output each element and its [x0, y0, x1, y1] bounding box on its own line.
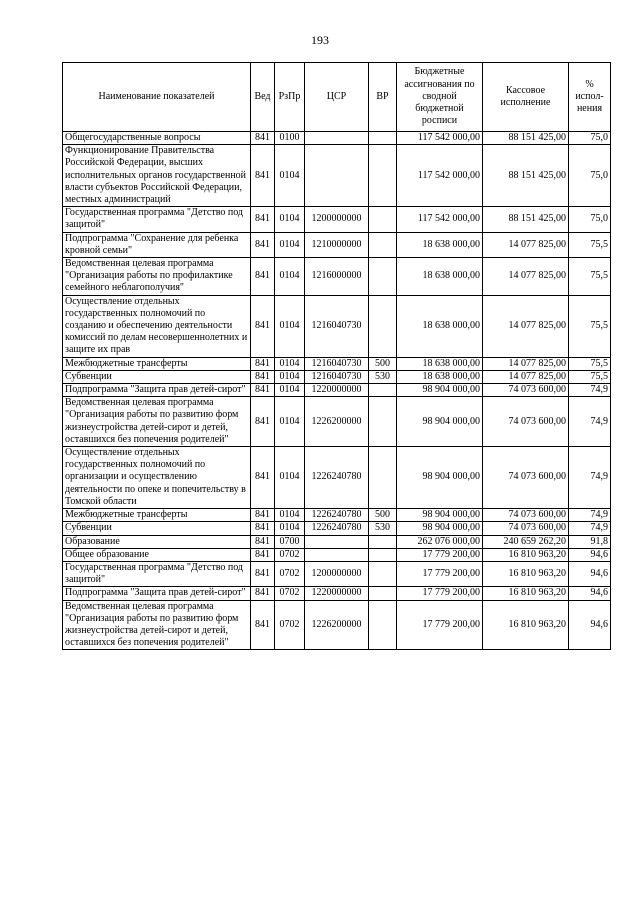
ved-cell: 841	[251, 447, 275, 509]
table-row	[63, 561, 611, 586]
vr-cell	[369, 258, 397, 296]
name-cell: Подпрограмма "Защита прав детей-сирот"	[63, 587, 251, 600]
cash-execution-cell: 88 151 425,00	[483, 145, 569, 207]
ved-cell: 841	[251, 509, 275, 522]
name-cell: Подпрограмма "Защита прав детей-сирот"	[63, 384, 251, 397]
table-row	[63, 447, 611, 509]
csr-cell: 1200000000	[305, 207, 369, 232]
header-allocation: Бюджетные ассигнования по сводной бюджетной росписи	[397, 63, 483, 132]
header-csr: ЦСР	[305, 63, 369, 132]
ved-cell: 841	[251, 295, 275, 357]
table-row	[63, 132, 611, 145]
cash-execution-cell: 16 810 963,20	[483, 600, 569, 650]
csr-cell: 1226240780	[305, 447, 369, 509]
percent-cell: 94,6	[569, 587, 611, 600]
header-ved: Вед	[251, 63, 275, 132]
csr-cell: 1210000000	[305, 232, 369, 257]
allocation-cell: 17 779 200,00	[397, 548, 483, 561]
name-cell: Субвенции	[63, 522, 251, 535]
vr-cell	[369, 561, 397, 586]
ved-cell: 841	[251, 384, 275, 397]
vr-cell	[369, 587, 397, 600]
vr-cell	[369, 132, 397, 145]
table-row	[63, 207, 611, 232]
percent-cell: 75,0	[569, 145, 611, 207]
ved-cell: 841	[251, 561, 275, 586]
vr-cell: 530	[369, 370, 397, 383]
percent-cell: 75,0	[569, 132, 611, 145]
percent-cell: 74,9	[569, 509, 611, 522]
allocation-cell: 98 904 000,00	[397, 447, 483, 509]
header-row	[63, 63, 611, 132]
budget-execution-table	[62, 62, 611, 650]
csr-cell: 1220000000	[305, 384, 369, 397]
ved-cell: 841	[251, 357, 275, 370]
allocation-cell: 18 638 000,00	[397, 258, 483, 296]
cash-execution-cell: 74 073 600,00	[483, 384, 569, 397]
vr-cell	[369, 548, 397, 561]
ved-cell: 841	[251, 587, 275, 600]
table-row	[63, 509, 611, 522]
name-cell: Общее образование	[63, 548, 251, 561]
allocation-cell: 117 542 000,00	[397, 145, 483, 207]
header-percent: % испол-нения	[569, 63, 611, 132]
csr-cell	[305, 535, 369, 548]
ved-cell: 841	[251, 535, 275, 548]
csr-cell: 1226200000	[305, 600, 369, 650]
ved-cell: 841	[251, 258, 275, 296]
cash-execution-cell: 74 073 600,00	[483, 509, 569, 522]
name-cell: Межбюджетные трансферты	[63, 357, 251, 370]
csr-cell	[305, 548, 369, 561]
allocation-cell: 98 904 000,00	[397, 384, 483, 397]
vr-cell	[369, 447, 397, 509]
table-row	[63, 370, 611, 383]
percent-cell: 75,5	[569, 370, 611, 383]
allocation-cell: 17 779 200,00	[397, 600, 483, 650]
cash-execution-cell: 14 077 825,00	[483, 295, 569, 357]
header-name: Наименование показателей	[63, 63, 251, 132]
name-cell: Осуществление отдельных государственных полномочий по организации и осуществлению деятельности по опеке и попечительству в Томской области	[63, 447, 251, 509]
vr-cell	[369, 295, 397, 357]
vr-cell: 530	[369, 522, 397, 535]
allocation-cell: 117 542 000,00	[397, 207, 483, 232]
rzpr-cell: 0104	[275, 522, 305, 535]
table-row	[63, 522, 611, 535]
csr-cell: 1200000000	[305, 561, 369, 586]
percent-cell: 94,6	[569, 548, 611, 561]
rzpr-cell: 0104	[275, 232, 305, 257]
table-row	[63, 295, 611, 357]
name-cell: Субвенции	[63, 370, 251, 383]
table-row	[63, 535, 611, 548]
name-cell: Межбюджетные трансферты	[63, 509, 251, 522]
vr-cell	[369, 232, 397, 257]
allocation-cell: 262 076 000,00	[397, 535, 483, 548]
allocation-cell: 18 638 000,00	[397, 357, 483, 370]
ved-cell: 841	[251, 145, 275, 207]
header-rzpr: РзПр	[275, 63, 305, 132]
header-cash-execution: Кассовое исполнение	[483, 63, 569, 132]
table-row	[63, 587, 611, 600]
cash-execution-cell: 240 659 262,20	[483, 535, 569, 548]
percent-cell: 75,5	[569, 295, 611, 357]
rzpr-cell: 0702	[275, 600, 305, 650]
table-row	[63, 258, 611, 296]
ved-cell: 841	[251, 370, 275, 383]
percent-cell: 75,5	[569, 258, 611, 296]
cash-execution-cell: 74 073 600,00	[483, 447, 569, 509]
rzpr-cell: 0104	[275, 509, 305, 522]
rzpr-cell: 0702	[275, 548, 305, 561]
allocation-cell: 98 904 000,00	[397, 397, 483, 447]
csr-cell: 1220000000	[305, 587, 369, 600]
cash-execution-cell: 16 810 963,20	[483, 587, 569, 600]
rzpr-cell: 0104	[275, 207, 305, 232]
rzpr-cell: 0702	[275, 587, 305, 600]
rzpr-cell: 0104	[275, 295, 305, 357]
ved-cell: 841	[251, 207, 275, 232]
allocation-cell: 18 638 000,00	[397, 370, 483, 383]
table-row	[63, 145, 611, 207]
table-row	[63, 600, 611, 650]
csr-cell: 1226200000	[305, 397, 369, 447]
percent-cell: 94,6	[569, 561, 611, 586]
percent-cell: 74,9	[569, 384, 611, 397]
ved-cell: 841	[251, 132, 275, 145]
table-row	[63, 357, 611, 370]
name-cell: Ведомственная целевая программа "Организация работы по развитию форм жизнеустройства детей-сирот и детей, оставшихся без попечения родителей"	[63, 600, 251, 650]
csr-cell: 1216040730	[305, 357, 369, 370]
rzpr-cell: 0700	[275, 535, 305, 548]
vr-cell: 500	[369, 509, 397, 522]
rzpr-cell: 0104	[275, 258, 305, 296]
cash-execution-cell: 14 077 825,00	[483, 232, 569, 257]
rzpr-cell: 0104	[275, 397, 305, 447]
cash-execution-cell: 88 151 425,00	[483, 132, 569, 145]
csr-cell	[305, 132, 369, 145]
name-cell: Общегосударственные вопросы	[63, 132, 251, 145]
cash-execution-cell: 14 077 825,00	[483, 357, 569, 370]
name-cell: Подпрограмма "Сохранение для ребенка кровной семьи"	[63, 232, 251, 257]
percent-cell: 74,9	[569, 397, 611, 447]
vr-cell	[369, 397, 397, 447]
percent-cell: 74,9	[569, 522, 611, 535]
cash-execution-cell: 14 077 825,00	[483, 370, 569, 383]
rzpr-cell: 0702	[275, 561, 305, 586]
ved-cell: 841	[251, 600, 275, 650]
table-row	[63, 232, 611, 257]
cash-execution-cell: 16 810 963,20	[483, 548, 569, 561]
csr-cell: 1226240780	[305, 509, 369, 522]
percent-cell: 75,5	[569, 357, 611, 370]
allocation-cell: 17 779 200,00	[397, 587, 483, 600]
allocation-cell: 98 904 000,00	[397, 522, 483, 535]
allocation-cell: 18 638 000,00	[397, 295, 483, 357]
rzpr-cell: 0104	[275, 384, 305, 397]
rzpr-cell: 0104	[275, 145, 305, 207]
cash-execution-cell: 74 073 600,00	[483, 397, 569, 447]
name-cell: Осуществление отдельных государственных полномочий по созданию и обеспечению деятельности комиссий по делам несовершеннолетних и защите их прав	[63, 295, 251, 357]
csr-cell: 1216040730	[305, 370, 369, 383]
rzpr-cell: 0104	[275, 357, 305, 370]
vr-cell	[369, 145, 397, 207]
cash-execution-cell: 88 151 425,00	[483, 207, 569, 232]
ved-cell: 841	[251, 522, 275, 535]
table-row	[63, 397, 611, 447]
vr-cell	[369, 207, 397, 232]
allocation-cell: 117 542 000,00	[397, 132, 483, 145]
vr-cell	[369, 535, 397, 548]
allocation-cell: 18 638 000,00	[397, 232, 483, 257]
vr-cell	[369, 384, 397, 397]
ved-cell: 841	[251, 548, 275, 561]
csr-cell	[305, 145, 369, 207]
csr-cell: 1216040730	[305, 295, 369, 357]
percent-cell: 91,8	[569, 535, 611, 548]
page-number: 193	[311, 33, 329, 47]
table-row	[63, 384, 611, 397]
rzpr-cell: 0104	[275, 447, 305, 509]
name-cell: Ведомственная целевая программа "Организация работы по профилактике семейного неблагополучия"	[63, 258, 251, 296]
cash-execution-cell: 74 073 600,00	[483, 522, 569, 535]
rzpr-cell: 0104	[275, 370, 305, 383]
name-cell: Ведомственная целевая программа "Организация работы по развитию форм жизнеустройства детей-сирот и детей, оставшихся без попечения родителей"	[63, 397, 251, 447]
ved-cell: 841	[251, 397, 275, 447]
percent-cell: 75,0	[569, 207, 611, 232]
ved-cell: 841	[251, 232, 275, 257]
csr-cell: 1226240780	[305, 522, 369, 535]
table-body	[63, 132, 611, 650]
rzpr-cell: 0100	[275, 132, 305, 145]
percent-cell: 74,9	[569, 447, 611, 509]
name-cell: Государственная программа "Детство под защитой"	[63, 561, 251, 586]
percent-cell: 75,5	[569, 232, 611, 257]
cash-execution-cell: 16 810 963,20	[483, 561, 569, 586]
csr-cell: 1216000000	[305, 258, 369, 296]
allocation-cell: 17 779 200,00	[397, 561, 483, 586]
name-cell: Образование	[63, 535, 251, 548]
vr-cell: 500	[369, 357, 397, 370]
name-cell: Функционирование Правительства Российской Федерации, высших исполнительных органов государственной власти субъектов Российской Федерации, местных администраций	[63, 145, 251, 207]
allocation-cell: 98 904 000,00	[397, 509, 483, 522]
percent-cell: 94,6	[569, 600, 611, 650]
header-vr: ВР	[369, 63, 397, 132]
name-cell: Государственная программа "Детство под защитой"	[63, 207, 251, 232]
cash-execution-cell: 14 077 825,00	[483, 258, 569, 296]
vr-cell	[369, 600, 397, 650]
table-row	[63, 548, 611, 561]
